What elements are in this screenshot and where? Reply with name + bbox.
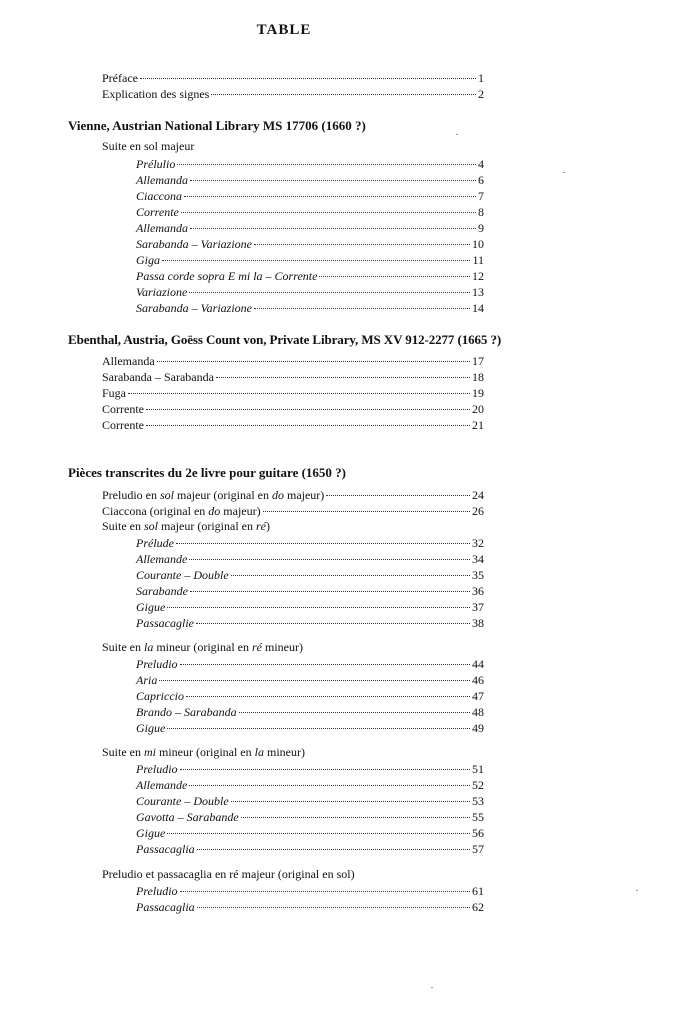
toc-entry: Fuga 19: [102, 386, 484, 400]
toc-entry: Passacaglia 57: [136, 842, 484, 856]
toc-entry: Passacaglia 62: [136, 900, 484, 914]
toc-entry: Allemanda 17: [102, 354, 484, 368]
section-heading-vienne: Vienne, Austrian National Library MS 17706 (1660 ?): [68, 118, 366, 133]
toc-entry: Ciaccona 7: [136, 189, 484, 203]
toc-entry: Sarabanda – Sarabanda 18: [102, 370, 484, 384]
toc-entry: Brando – Sarabanda 48: [136, 705, 484, 719]
scan-speck: [563, 172, 565, 173]
toc-entry: Allemande 34: [136, 552, 484, 566]
suite-title: Suite en sol majeur: [102, 139, 195, 153]
toc-entry: Variazione 13: [136, 285, 484, 299]
toc-entry: Allemanda 6: [136, 173, 484, 187]
toc-entry-preludio: Preludio en sol majeur (original en do majeur) 24: [102, 488, 484, 502]
toc-entry: Corrente 8: [136, 205, 484, 219]
toc-entry: Preludio 61: [136, 884, 484, 898]
toc-entry: Preludio 44: [136, 657, 484, 671]
toc-entry: Gigue 56: [136, 826, 484, 840]
toc-entry: Passa corde sopra E mi la – Corrente 12: [136, 269, 484, 283]
scan-speck: [431, 987, 433, 988]
suite-title: Suite en la mineur (original en ré mineur): [102, 640, 303, 654]
toc-entry-preface: Préface 1: [102, 71, 484, 85]
toc-entry-ciaccona: Ciaccona (original en do majeur) 26: [102, 504, 484, 518]
toc-entry: Gigue 37: [136, 600, 484, 614]
toc-entry: Prélulio 4: [136, 157, 484, 171]
section-heading-pieces: Pièces transcrites du 2e livre pour guitare (1650 ?): [68, 465, 347, 480]
toc-entry: Prélude 32: [136, 536, 484, 550]
toc-entry: Gigue 49: [136, 721, 484, 735]
toc-entry: Corrente 20: [102, 402, 484, 416]
toc-entry: Allemanda 9: [136, 221, 484, 235]
toc-entry: Gavotta – Sarabande 55: [136, 810, 484, 824]
section-heading-ebenthal: Ebenthal, Austria, Goëss Count von, Private Library, MS XV 912-2277 (1665 ?): [68, 332, 502, 347]
page-title: TABLE: [256, 22, 312, 38]
suite-title: Preludio et passacaglia en ré majeur (original en sol): [102, 867, 355, 881]
toc-entry: Aria 46: [136, 673, 484, 687]
toc-entry: Sarabanda – Variazione 14: [136, 301, 484, 315]
toc-entry: Sarabande 36: [136, 584, 484, 598]
toc-entry: Giga 11: [136, 253, 484, 267]
toc-entry: Preludio 51: [136, 762, 484, 776]
scan-speck: [636, 890, 638, 891]
toc-entry: Passacaglie 38: [136, 616, 484, 630]
toc-entry-signs: Explication des signes 2: [102, 87, 484, 101]
toc-entry: Sarabanda – Variazione 10: [136, 237, 484, 251]
suite-title: Suite en mi mineur (original en la mineur): [102, 745, 305, 759]
scan-speck: [456, 134, 458, 135]
toc-entry: Courante – Double 35: [136, 568, 484, 582]
toc-entry: Corrente 21: [102, 418, 484, 432]
suite-title: Suite en sol majeur (original en ré): [102, 519, 270, 533]
toc-entry: Courante – Double 53: [136, 794, 484, 808]
toc-entry: Allemande 52: [136, 778, 484, 792]
toc-entry: Capriccio 47: [136, 689, 484, 703]
